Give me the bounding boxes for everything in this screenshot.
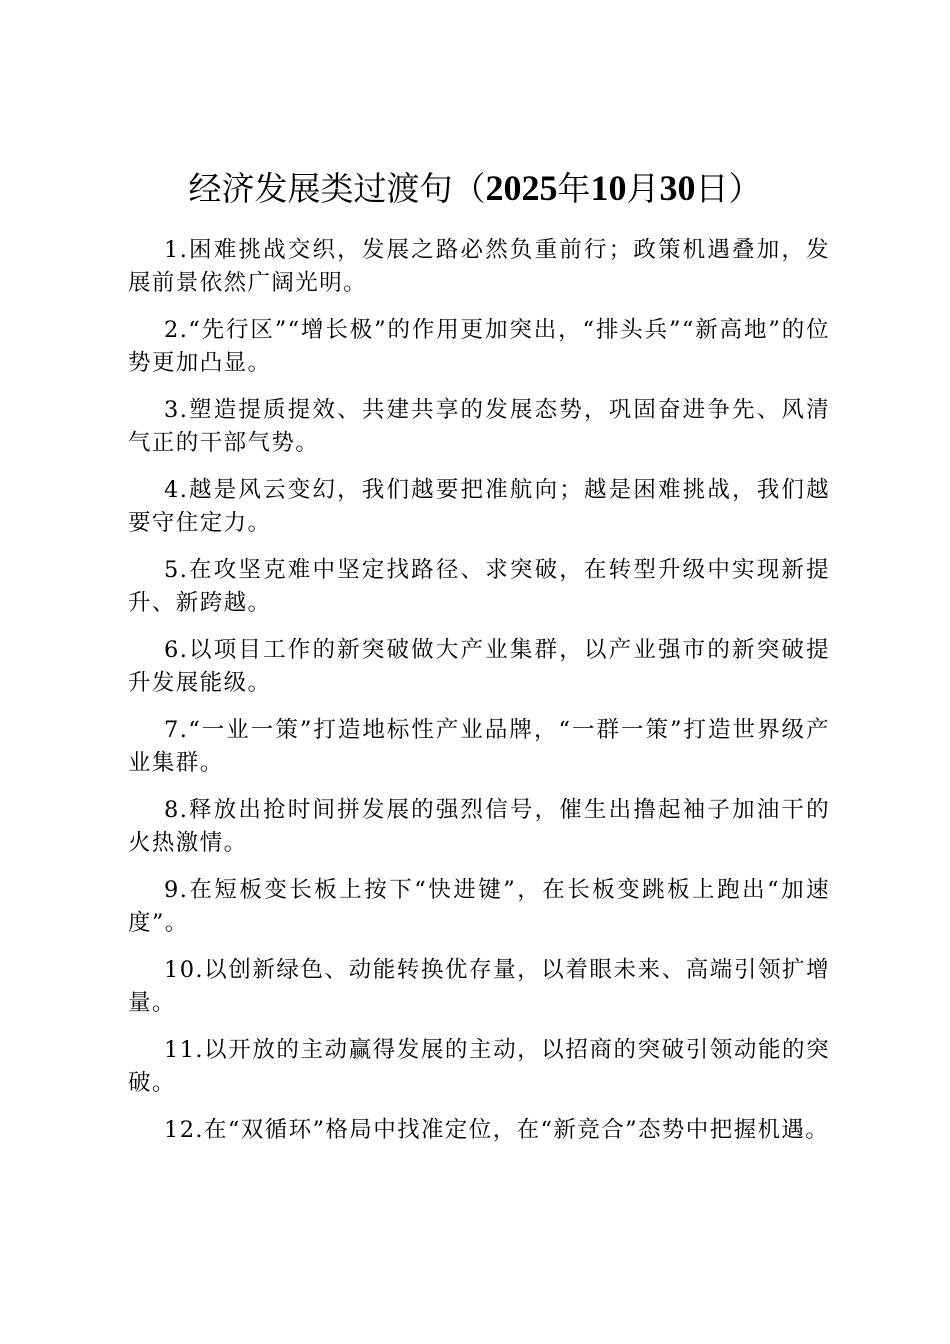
paragraph-7: 7.“一业一策”打造地标性产业品牌，“一群一策”打造世界级产业集群。: [128, 717, 830, 776]
paragraph-5: 5.在攻坚克难中坚定找路径、求突破，在转型升级中实现新提升、新跨越。: [128, 557, 830, 616]
paragraph-2: 2.“先行区”“增长极”的作用更加突出，“排头兵”“新高地”的位势更加凸显。: [128, 317, 830, 376]
title-day: 30: [659, 168, 696, 208]
paragraph-12: 12.在“双循环”格局中找准定位，在“新竞合”态势中把握机遇。: [164, 1117, 830, 1143]
paragraph-9: 9.在短板变长板上按下“快进键”，在长板变跳板上跑出“加速度”。: [128, 877, 830, 936]
title-year-unit: 年: [557, 169, 591, 208]
paragraph-6: 6.以项目工作的新突破做大产业集群，以产业强市的新突破提升发展能级。: [128, 637, 830, 696]
title-month-unit: 月: [626, 169, 660, 208]
title-year: 2025: [485, 168, 558, 208]
title-month: 10: [590, 168, 627, 208]
title-day-unit: 日）: [695, 169, 762, 208]
document-body: [128, 234, 830, 1161]
paragraph-3: 3.塑造提质提效、共建共享的发展态势，巩固奋进争先、风清气正的干部气势。: [128, 397, 830, 456]
title-prefix: 经济发展类过渡句（: [188, 169, 486, 208]
paragraph-1: 1.困难挑战交织，发展之路必然负重前行；政策机遇叠加，发展前景依然广阔光明。: [128, 237, 830, 296]
paragraph-8: 8.释放出抢时间拼发展的强烈信号，催生出撸起袖子加油干的火热激情。: [128, 797, 830, 856]
paragraph-11: 11.以开放的主动赢得发展的主动，以招商的突破引领动能的突破。: [128, 1037, 830, 1096]
paragraph-10: 10.以创新绿色、动能转换优存量，以着眼未来、高端引领扩增量。: [128, 957, 830, 1016]
document-title: [0, 166, 950, 211]
paragraph-4: 4.越是风云变幻，我们越要把准航向；越是困难挑战，我们越要守住定力。: [128, 477, 830, 536]
